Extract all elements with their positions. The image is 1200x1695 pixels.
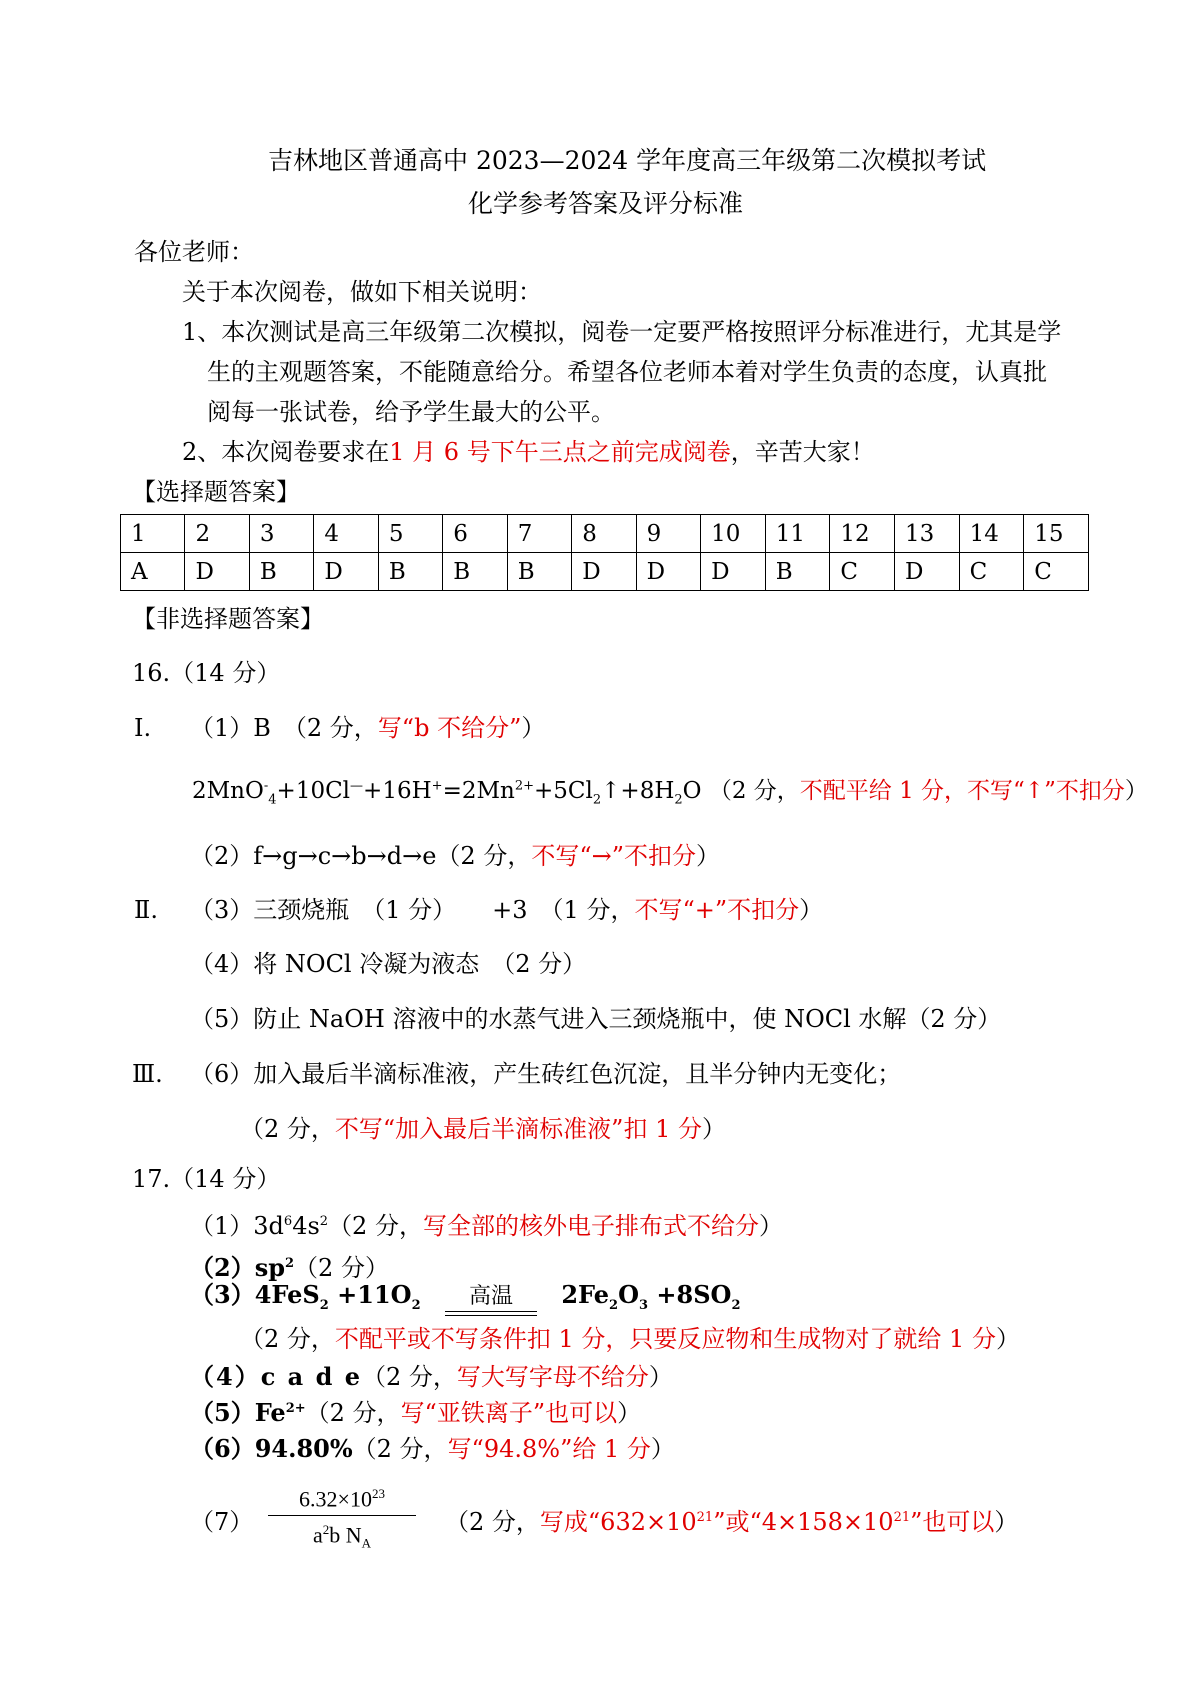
mc-answer: D [572, 553, 636, 591]
mc-answer-table [120, 514, 1089, 591]
eq-sub: 2 [609, 1297, 619, 1313]
equals-bar [445, 1311, 537, 1316]
eq-term: O [682, 778, 702, 804]
q16-part-3 [190, 896, 823, 925]
denominator-sub: A [361, 1535, 372, 1551]
density-fraction [268, 1486, 416, 1551]
mc-number: 8 [572, 515, 636, 553]
condition-label: 高温 [468, 1284, 513, 1309]
q17-6-score: （2 分， [352, 1435, 448, 1463]
q17-5-score: （2 分， [305, 1399, 401, 1427]
fraction-numerator [268, 1486, 416, 1516]
mc-number: 6 [443, 515, 507, 553]
reaction-condition [445, 1286, 537, 1316]
mc-number: 2 [185, 515, 249, 553]
mc-answer: C [830, 553, 895, 591]
eq-term: +5Cl [534, 778, 593, 804]
q16-6-note: 不写“加入最后半滴标准液”扣 1 分 [334, 1115, 702, 1143]
q16-2-note: 不写“→”不扣分 [531, 842, 696, 870]
q17-2-score: （2 分） [294, 1254, 389, 1282]
mc-number: 4 [314, 515, 378, 553]
mc-answer: D [636, 553, 700, 591]
q17-5-answer: （5）Fe [190, 1398, 286, 1427]
mc-number: 15 [1024, 515, 1089, 553]
q16-part-6: （6）加入最后半滴标准液，产生砖红色沉淀，且半分钟内无变化； [190, 1060, 902, 1088]
q16-part-4: （4）将 NOCl 冷凝为液态 （2 分） [190, 950, 587, 978]
exam-title: 吉林地区普通高中 2023—2024 学年度高三年级第二次模拟考试 [268, 146, 987, 175]
q17-6-close: ） [650, 1435, 675, 1463]
q16-6-close: ） [701, 1115, 726, 1143]
q17-3-note: 不配平或不写条件扣 1 分，只要反应物和生成物对了就给 1 分 [334, 1325, 996, 1353]
eq-term: =2Mn [442, 778, 515, 804]
roman-i: Ⅰ. [134, 714, 152, 742]
q17-7-close: ） [994, 1508, 1019, 1536]
q17-4-answer: （4）c a d e [190, 1362, 362, 1391]
mc-answer: C [1024, 553, 1089, 591]
q17-1-text: 4s [292, 1212, 320, 1240]
q16-part-6-score [240, 1115, 726, 1144]
q17-4-score: （2 分， [361, 1363, 457, 1391]
q16-part-2 [190, 842, 720, 871]
q17-part-7-score [445, 1508, 1018, 1537]
q17-part-2 [190, 1254, 389, 1283]
mc-answer: D [701, 553, 766, 591]
intro-lead: 关于本次阅卷，做如下相关说明： [182, 278, 542, 306]
mc-answer: D [895, 553, 960, 591]
mc-number: 1 [121, 515, 185, 553]
eq-term: +8SO [648, 1280, 732, 1309]
roman-iii: Ⅲ. [132, 1060, 163, 1088]
q16-3-answer: （3）三颈烧瓶 （1 分） +3 （1 分， [190, 896, 635, 924]
denominator-text: b N [329, 1522, 362, 1548]
q16-2-close: ） [696, 842, 720, 870]
mc-answer-row [121, 553, 1089, 591]
q16-3-close: ） [799, 896, 824, 924]
q17-1-text: （1）3d [190, 1212, 284, 1240]
mc-number: 5 [378, 515, 442, 553]
eq-sup: 2+ [514, 778, 535, 794]
q17-3-score: （2 分， [240, 1325, 335, 1353]
greeting: 各位老师： [134, 238, 254, 266]
eq-note-close: ） [1124, 778, 1148, 804]
q17-part-6 [190, 1435, 675, 1464]
q17-6-answer: （6）94.80% [190, 1434, 353, 1463]
mc-number: 9 [636, 515, 700, 553]
eq-sub: 2 [411, 1297, 421, 1313]
q17-1-close: ） [758, 1212, 783, 1240]
eq-sup: — [350, 778, 364, 794]
q17-4-close: ） [648, 1363, 673, 1391]
denominator-sup: 2 [322, 1521, 330, 1537]
eq-note-red: 不配平给 1 分，不写“↑”不扣分 [799, 778, 1125, 804]
mc-answer: B [507, 553, 571, 591]
q17-1-sup: 2 [319, 1214, 329, 1229]
mc-number: 13 [895, 515, 960, 553]
mc-answer: B [765, 553, 830, 591]
q17-header: 17.（14 分） [132, 1165, 281, 1193]
eq-sup: - [263, 778, 269, 794]
q16-1-close: ） [521, 714, 546, 742]
note-1-line-2: 生的主观题答案，不能随意给分。希望各位老师本着对学生负责的态度，认真批 [207, 358, 1047, 386]
q17-5-note: 写“亚铁离子”也可以 [400, 1399, 618, 1427]
q16-part-1 [190, 714, 545, 743]
q17-part-7-label: （7） [190, 1508, 254, 1536]
q17-7-note: ”或“4×158×10 [713, 1508, 894, 1536]
eq-term: O [618, 1280, 639, 1309]
q17-2-sup: 2 [285, 1256, 295, 1271]
q17-5-close: ） [617, 1399, 642, 1427]
q17-7-score: （2 分， [445, 1508, 540, 1536]
q16-2-answer: （2）f→g→c→b→d→e（2 分， [190, 842, 532, 870]
mc-answer: D [314, 553, 378, 591]
eq-sub: 2 [674, 792, 683, 808]
q17-part-4 [190, 1363, 673, 1392]
eq-term: +11O [328, 1280, 412, 1309]
mc-number: 3 [249, 515, 313, 553]
q16-equation [192, 778, 1148, 808]
q17-part-1 [190, 1212, 783, 1241]
deadline-text: 1 月 6 号下午三点之前完成阅卷 [389, 438, 731, 466]
note-2 [182, 438, 875, 467]
eq-term: +16H [363, 778, 432, 804]
q16-1-answer: （1）B （2 分， [190, 714, 378, 742]
eq-sub: 2 [592, 792, 602, 808]
mc-answer: B [249, 553, 313, 591]
numerator-sup: 23 [371, 1486, 385, 1501]
mc-number-row [121, 515, 1089, 553]
eq-term: 2Fe [561, 1280, 610, 1309]
q17-part-3-equation [190, 1281, 740, 1316]
q17-3-close: ） [995, 1325, 1020, 1353]
q17-7-note: 写成“632×10 [539, 1508, 697, 1536]
note-1-line-1: 1、本次测试是高三年级第二次模拟，阅卷一定要严格按照评分标准进行，尤其是学 [182, 318, 1062, 346]
eq-term: ↑+8H [601, 778, 675, 804]
answer-key-subtitle: 化学参考答案及评分标准 [468, 189, 744, 218]
q16-1-note: 写“b 不给分” [377, 714, 522, 742]
q17-1-note: 写全部的核外电子排布式不给分 [422, 1212, 759, 1240]
eq-sub: 2 [319, 1297, 329, 1313]
numerator-text: 6.32×10 [299, 1486, 372, 1512]
note-2-end: ，辛苦大家！ [730, 438, 875, 466]
mc-answer: A [121, 553, 185, 591]
q16-part-5: （5）防止 NaOH 溶液中的水蒸气进入三颈烧瓶中，使 NOCl 水解（2 分） [190, 1005, 1002, 1033]
q17-7-note: ”也可以 [910, 1508, 995, 1536]
q17-6-note: 写“94.8%”给 1 分 [447, 1435, 651, 1463]
q17-7-note-sup: 21 [893, 1510, 911, 1525]
mc-number: 14 [959, 515, 1024, 553]
mc-number: 7 [507, 515, 571, 553]
q17-2-text: （2）sp [190, 1253, 285, 1282]
mc-answer: B [443, 553, 507, 591]
eq-term: +10Cl [276, 778, 351, 804]
q17-part-5 [190, 1399, 641, 1428]
mc-number: 11 [765, 515, 830, 553]
mc-answer: D [185, 553, 249, 591]
q17-1-sup: 6 [283, 1214, 293, 1229]
q17-part-3-score [240, 1325, 1020, 1354]
q16-3-note: 不写“+”不扣分 [634, 896, 800, 924]
mc-number: 10 [701, 515, 766, 553]
note-1-line-3: 阅每一张试卷，给予学生最大的公平。 [207, 398, 615, 426]
mc-heading: 【选择题答案】 [132, 478, 300, 506]
eq-term: 2MnO [192, 778, 264, 804]
non-mc-heading: 【非选择题答案】 [132, 605, 324, 633]
note-2-text: 2、本次阅卷要求在 [182, 438, 390, 466]
q17-4-note: 写大写字母不给分 [456, 1363, 649, 1391]
q17-7-note-sup: 21 [696, 1510, 714, 1525]
q17-5-sup: 2+ [285, 1401, 306, 1416]
q16-6-score: （2 分， [240, 1115, 335, 1143]
mc-number: 12 [830, 515, 895, 553]
mc-answer: C [959, 553, 1024, 591]
fraction-denominator [268, 1516, 416, 1551]
eq-note: （2 分， [708, 778, 800, 804]
eq-sup: + [431, 778, 443, 794]
eq-sub: 3 [638, 1297, 649, 1313]
q17-part-7-fraction [268, 1486, 416, 1551]
roman-ii: Ⅱ. [134, 896, 158, 924]
denominator-text: a [312, 1522, 323, 1548]
mc-answer: B [378, 553, 442, 591]
eq-sub: 2 [731, 1297, 741, 1313]
eq-term: （3）4FeS [190, 1280, 320, 1309]
q16-header: 16.（14 分） [132, 659, 281, 687]
q17-1-score: （2 分， [328, 1212, 423, 1240]
eq-sub: 4 [268, 792, 277, 808]
